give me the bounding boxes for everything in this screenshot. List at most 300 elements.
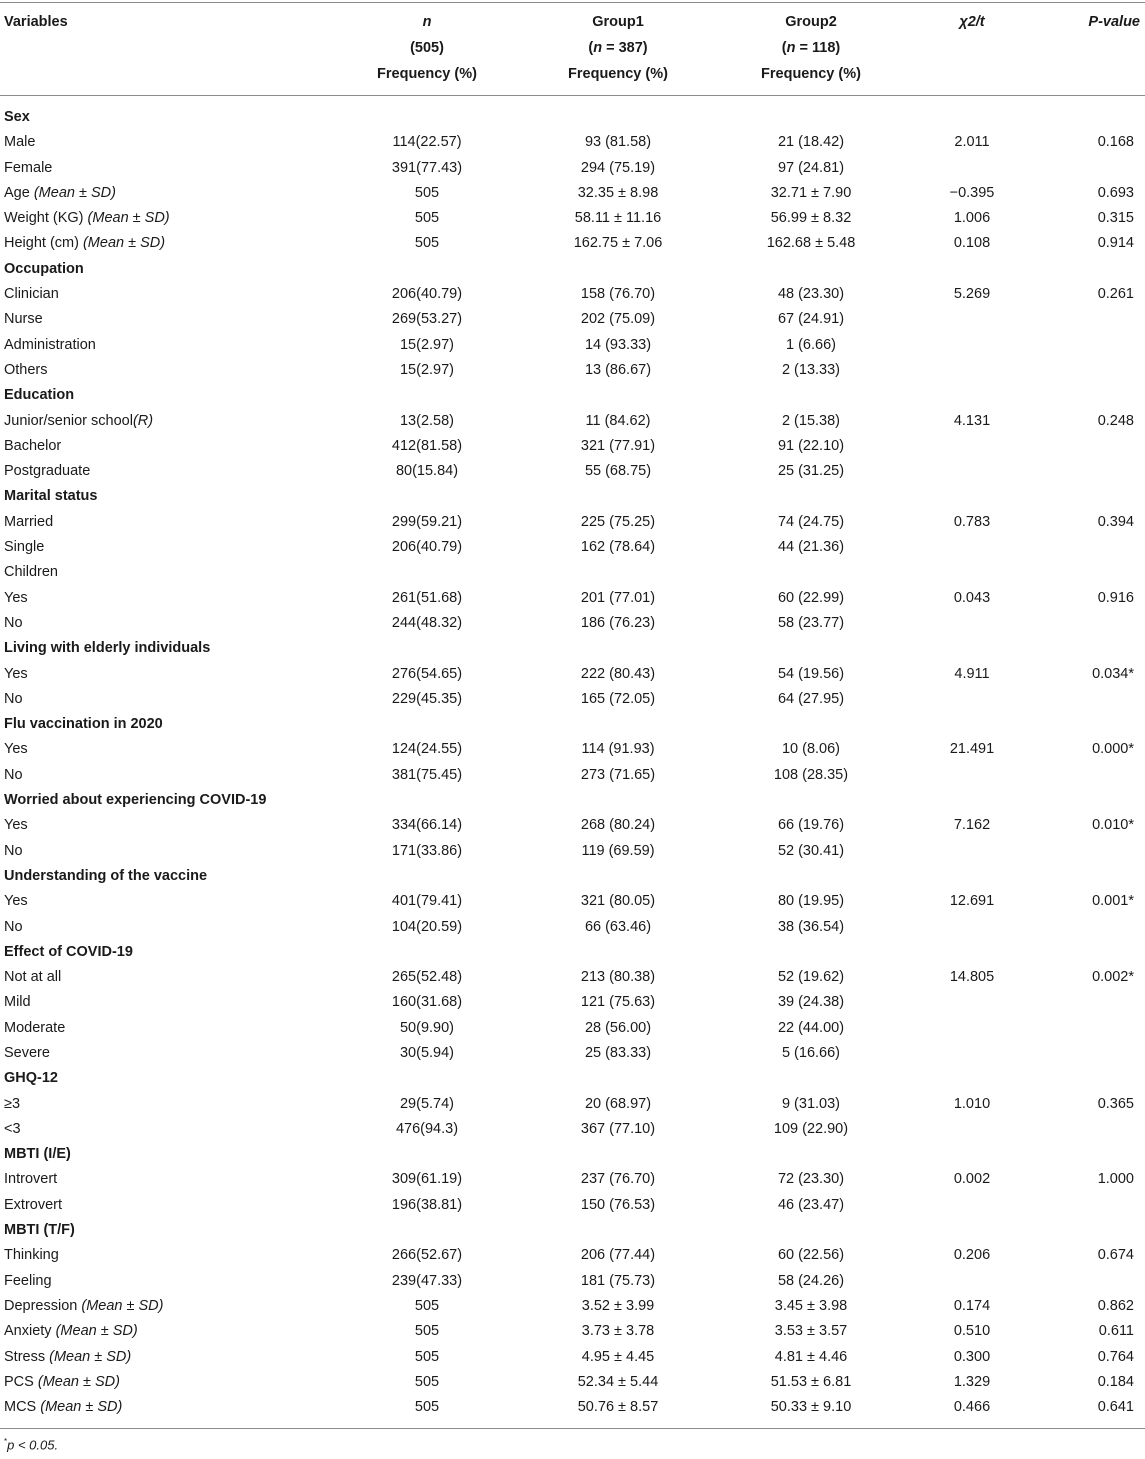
row-label — [4, 1269, 52, 1294]
cell-group1: 119 (69.59) — [581, 842, 655, 859]
row-label — [4, 156, 52, 181]
row-label — [4, 1370, 120, 1395]
table-row — [0, 459, 1145, 484]
row-label — [4, 813, 28, 838]
row-label — [4, 484, 97, 509]
row-label — [4, 231, 165, 256]
row-label — [4, 206, 170, 231]
cell-n: 171(33.86) — [391, 842, 463, 859]
table-row — [0, 156, 1145, 181]
cell-group1: 4.95 ± 4.45 — [581, 1348, 655, 1365]
row-label-text: Yes — [4, 893, 28, 910]
cell-group1: 20 (68.97) — [584, 1095, 652, 1112]
cell-n: 505 — [414, 1373, 440, 1390]
cell-group1: 273 (71.65) — [580, 766, 656, 783]
row-label-qualifier: (Mean ± SD) — [81, 1297, 164, 1314]
row-label-text: Education — [4, 387, 75, 404]
cell-n: 29(5.74) — [399, 1095, 454, 1112]
cell-n: 269(53.27) — [391, 311, 463, 328]
row-label — [4, 409, 153, 434]
row-label — [4, 560, 58, 585]
cell-p-value: 0.641 — [1097, 1399, 1134, 1416]
cell-group2: 46 (23.47) — [777, 1196, 845, 1213]
cell-chi-square: 1.006 — [953, 210, 991, 227]
cell-group2: 44 (21.36) — [777, 539, 845, 556]
cell-group1: 3.52 ± 3.99 — [581, 1297, 655, 1314]
row-label-text: Nurse — [4, 311, 43, 328]
cell-group2: 52 (30.41) — [777, 842, 845, 859]
row-label — [4, 1193, 62, 1218]
cell-group2: 3.53 ± 3.57 — [774, 1323, 848, 1340]
row-label-text: Married — [4, 513, 54, 530]
cell-n: 505 — [414, 1323, 440, 1340]
header-n-symbol: n — [422, 14, 432, 30]
row-label — [4, 1092, 20, 1117]
cell-group2: 72 (23.30) — [777, 1171, 845, 1188]
row-label-text: Feeling — [4, 1272, 52, 1289]
cell-n: 299(59.21) — [391, 513, 463, 530]
cell-p-value: 0.611 — [1098, 1323, 1134, 1340]
table-row — [0, 307, 1145, 332]
row-label-text: Postgraduate — [4, 463, 91, 480]
table-row — [0, 990, 1145, 1015]
cell-group2: 58 (24.26) — [777, 1272, 845, 1289]
row-label-qualifier: (Mean ± SD) — [87, 210, 170, 227]
cell-n: 505 — [414, 1399, 440, 1416]
cell-group2: 109 (22.90) — [773, 1120, 849, 1137]
row-label — [4, 611, 23, 636]
cell-group2: 56.99 ± 8.32 — [770, 210, 852, 227]
table-row — [0, 763, 1145, 788]
table-row — [0, 1243, 1145, 1268]
row-label — [4, 1167, 57, 1192]
table-row — [0, 560, 1145, 585]
cell-p-value: 0.000* — [1092, 741, 1134, 758]
row-label-text: Yes — [4, 665, 28, 682]
row-label-text: Severe — [4, 1044, 50, 1061]
cell-group1: 52.34 ± 5.44 — [577, 1373, 659, 1390]
footnote-text: p < 0.05. — [7, 1437, 59, 1453]
header-group1 — [538, 9, 698, 87]
cell-group1: 25 (83.33) — [584, 1044, 652, 1061]
row-label — [4, 864, 207, 889]
section-header-row — [0, 1066, 1145, 1091]
cell-group1: 58.11 ± 11.16 — [574, 210, 662, 227]
table-row — [0, 1193, 1145, 1218]
row-label-text: Stress — [4, 1348, 46, 1365]
cell-group2: 80 (19.95) — [777, 893, 845, 910]
row-label — [4, 990, 31, 1015]
cell-group2: 64 (27.95) — [777, 690, 845, 707]
table-row — [0, 1269, 1145, 1294]
row-label — [4, 687, 23, 712]
row-label — [4, 636, 210, 661]
cell-p-value: 0.034* — [1092, 665, 1134, 682]
cell-p-value: 0.693 — [1097, 184, 1134, 201]
row-label — [4, 1218, 75, 1243]
cell-p-value: 0.674 — [1097, 1247, 1134, 1264]
row-label — [4, 1066, 58, 1091]
cell-group2: 5 (16.66) — [781, 1044, 841, 1061]
row-label-text: Understanding of the vaccine — [4, 867, 208, 884]
row-label-text: Effect of COVID-19 — [4, 943, 133, 960]
row-label-text: Male — [4, 134, 36, 151]
cell-chi-square: 7.162 — [953, 817, 991, 834]
table-row — [0, 611, 1145, 636]
row-label — [4, 1319, 138, 1344]
row-label-text: Anxiety — [4, 1323, 52, 1340]
section-header-row — [0, 940, 1145, 965]
section-header-row — [0, 636, 1145, 661]
cell-p-value: 1.000 — [1097, 1171, 1134, 1188]
row-label-qualifier: (Mean ± SD) — [82, 235, 166, 252]
cell-group2: 21 (18.42) — [777, 134, 845, 151]
cell-group1: 3.73 ± 3.78 — [581, 1323, 655, 1340]
row-label — [4, 965, 61, 990]
cell-chi-square: 0.002 — [953, 1171, 991, 1188]
table-row — [0, 333, 1145, 358]
cell-group1: 237 (76.70) — [580, 1171, 656, 1188]
row-label-text: Extrovert — [4, 1196, 63, 1213]
cell-n: 476(94.3) — [395, 1120, 459, 1137]
cell-group1: 213 (80.38) — [580, 969, 656, 986]
row-label — [4, 282, 59, 307]
row-label-text: Single — [4, 539, 45, 556]
cell-n: 30(5.94) — [399, 1044, 454, 1061]
row-label-text: ≥3 — [4, 1095, 21, 1112]
row-label — [4, 383, 74, 408]
cell-chi-square: 0.466 — [953, 1399, 991, 1416]
row-label-text: MBTI (T/F) — [4, 1222, 75, 1239]
table-row — [0, 1016, 1145, 1041]
cell-group2: 60 (22.56) — [777, 1247, 845, 1264]
row-label-text: Administration — [4, 336, 96, 353]
cell-chi-square: 2.011 — [954, 134, 990, 151]
cell-p-value: 0.315 — [1097, 210, 1134, 227]
cell-group2: 39 (24.38) — [777, 994, 845, 1011]
section-header-row — [0, 257, 1145, 282]
row-label — [4, 737, 28, 762]
cell-chi-square: 14.805 — [949, 969, 995, 986]
table-row — [0, 1092, 1145, 1117]
row-label — [4, 940, 133, 965]
row-label-text: GHQ-12 — [4, 1070, 58, 1087]
cell-group2: 25 (31.25) — [777, 463, 845, 480]
row-label-text: Moderate — [4, 1019, 66, 1036]
row-label-qualifier: (Mean ± SD) — [33, 184, 116, 201]
cell-group2: 22 (44.00) — [777, 1019, 845, 1036]
table-body — [0, 105, 1145, 1420]
cell-group2: 162.68 ± 5.48 — [766, 235, 856, 252]
cell-group1: 158 (76.70) — [580, 286, 656, 303]
cell-p-value: 0.184 — [1097, 1373, 1134, 1390]
cell-group1: 114 (91.93) — [581, 741, 655, 758]
table-row — [0, 1395, 1145, 1420]
header-chi-square: χ2/t — [959, 14, 985, 30]
cell-group2: 58 (23.77) — [777, 614, 845, 631]
cell-n: 15(2.97) — [399, 361, 454, 378]
header-group2-title: Group2 — [785, 14, 837, 30]
cell-n: 104(20.59) — [391, 918, 463, 935]
cell-group2: 48 (23.30) — [777, 286, 845, 303]
cell-chi-square: 0.174 — [953, 1297, 991, 1314]
row-label — [4, 130, 35, 155]
table-row — [0, 839, 1145, 864]
cell-chi-square: 4.131 — [953, 412, 991, 429]
cell-group1: 50.76 ± 8.57 — [577, 1399, 659, 1416]
row-label-text: Depression — [4, 1297, 78, 1314]
table-row — [0, 1370, 1145, 1395]
cell-group2: 74 (24.75) — [777, 513, 845, 530]
row-label-text: Female — [4, 159, 53, 176]
cell-n: 391(77.43) — [391, 159, 463, 176]
row-label — [4, 307, 43, 332]
row-label — [4, 915, 23, 940]
cell-n: 412(81.58) — [391, 437, 463, 454]
row-label-text: <3 — [4, 1120, 21, 1137]
cell-group1: 268 (80.24) — [580, 817, 656, 834]
cell-group1: 201 (77.01) — [580, 589, 656, 606]
header-group1-count: (n = 387) — [588, 40, 648, 56]
header-variables: Variables — [4, 14, 68, 30]
header-group1-unit: Frequency (%) — [568, 66, 668, 82]
row-label — [4, 788, 266, 813]
row-label-text: Children — [4, 564, 58, 581]
row-label-text: Marital status — [4, 488, 98, 505]
row-label — [4, 1345, 131, 1370]
table-row — [0, 1345, 1145, 1370]
table-row — [0, 1294, 1145, 1319]
cell-group2: 60 (22.99) — [777, 589, 845, 606]
cell-p-value: 0.394 — [1097, 513, 1134, 530]
row-label-text: Worried about experiencing COVID-19 — [4, 792, 267, 809]
cell-n: 505 — [414, 184, 440, 201]
row-label-text: Yes — [4, 741, 28, 758]
cell-group2: 32.71 ± 7.90 — [770, 184, 852, 201]
row-label-text: Age — [4, 184, 30, 201]
cell-chi-square: 21.491 — [949, 741, 995, 758]
row-label-text: Weight (KG) — [4, 210, 84, 227]
cell-n: 261(51.68) — [391, 589, 463, 606]
table-top-rule — [0, 2, 1145, 3]
table-row — [0, 1319, 1145, 1344]
cell-n: 505 — [414, 235, 440, 252]
row-label-qualifier: (Mean ± SD) — [49, 1348, 132, 1365]
row-label — [4, 712, 163, 737]
cell-n: 13(2.58) — [399, 412, 454, 429]
cell-n: 196(38.81) — [391, 1196, 463, 1213]
row-label — [4, 1142, 71, 1167]
cell-group1: 321 (80.05) — [580, 893, 656, 910]
cell-p-value: 0.862 — [1097, 1297, 1134, 1314]
cell-group2: 67 (24.91) — [777, 311, 845, 328]
cell-chi-square: 0.108 — [953, 235, 991, 252]
cell-group2: 50.33 ± 9.10 — [770, 1399, 852, 1416]
table-row — [0, 535, 1145, 560]
cell-group1: 294 (75.19) — [580, 159, 656, 176]
row-label — [4, 510, 53, 535]
cell-n: 244(48.32) — [391, 614, 463, 631]
row-label-text: No — [4, 918, 23, 935]
cell-chi-square: 4.911 — [954, 665, 990, 682]
cell-group1: 14 (93.33) — [584, 336, 652, 353]
table-row — [0, 889, 1145, 914]
row-label-text: PCS — [4, 1373, 34, 1390]
cell-group2: 9 (31.03) — [781, 1095, 841, 1112]
table-bottom-rule — [0, 1428, 1145, 1429]
cell-p-value: 0.001* — [1092, 893, 1134, 910]
row-label-text: Occupation — [4, 260, 84, 277]
row-label — [4, 889, 28, 914]
table-row — [0, 1117, 1145, 1142]
cell-group1: 165 (72.05) — [580, 690, 656, 707]
cell-n: 401(79.41) — [391, 893, 463, 910]
cell-group1: 367 (77.10) — [580, 1120, 656, 1137]
cell-p-value: 0.365 — [1097, 1095, 1134, 1112]
cell-group1: 93 (81.58) — [584, 134, 652, 151]
row-label — [4, 333, 96, 358]
section-header-row — [0, 712, 1145, 737]
row-label-text: No — [4, 842, 23, 859]
row-label-text: Yes — [4, 589, 28, 606]
cell-group2: 66 (19.76) — [777, 817, 845, 834]
row-label — [4, 1243, 59, 1268]
table-row — [0, 510, 1145, 535]
row-label — [4, 662, 28, 687]
table-row — [0, 434, 1145, 459]
cell-group1: 150 (76.53) — [580, 1196, 656, 1213]
cell-group1: 321 (77.91) — [580, 437, 656, 454]
footnote-mark: * — [4, 1437, 8, 1446]
table-row — [0, 1167, 1145, 1192]
cell-p-value: 0.914 — [1097, 235, 1134, 252]
section-header-row — [0, 484, 1145, 509]
cell-group1: 32.35 ± 8.98 — [577, 184, 659, 201]
cell-n: 505 — [414, 1297, 440, 1314]
cell-n: 206(40.79) — [391, 286, 463, 303]
row-label — [4, 257, 84, 282]
row-label — [4, 434, 61, 459]
cell-group2: 4.81 ± 4.46 — [774, 1348, 848, 1365]
row-label — [4, 181, 116, 206]
row-label — [4, 1041, 50, 1066]
header-n-count: (505) — [410, 40, 444, 56]
table-row — [0, 586, 1145, 611]
cell-n: 505 — [414, 1348, 440, 1365]
cell-group2: 51.53 ± 6.81 — [770, 1373, 852, 1390]
table-row — [0, 206, 1145, 231]
section-header-row — [0, 105, 1145, 130]
cell-group1: 222 (80.43) — [580, 665, 656, 682]
cell-group1: 162 (78.64) — [580, 539, 656, 556]
row-label — [4, 1294, 163, 1319]
cell-chi-square: 0.300 — [953, 1348, 991, 1365]
table-row — [0, 687, 1145, 712]
row-label-text: Thinking — [4, 1247, 59, 1264]
table-row — [0, 813, 1145, 838]
header-group2-unit: Frequency (%) — [761, 66, 861, 82]
cell-n: 124(24.55) — [391, 741, 463, 758]
cell-n: 381(75.45) — [391, 766, 463, 783]
row-label — [4, 535, 44, 560]
row-label-text: Height (cm) — [4, 235, 79, 252]
header-group2 — [731, 9, 891, 87]
row-label — [4, 459, 90, 484]
cell-chi-square: 1.010 — [953, 1095, 991, 1112]
cell-n: 239(47.33) — [391, 1272, 463, 1289]
cell-group1: 13 (86.67) — [584, 361, 652, 378]
row-label — [4, 1117, 21, 1142]
row-label-text: No — [4, 614, 23, 631]
table-row — [0, 737, 1145, 762]
row-label-text: Junior/senior school — [4, 412, 133, 429]
row-label-text: Others — [4, 361, 48, 378]
cell-chi-square: 5.269 — [953, 286, 991, 303]
cell-group1: 186 (76.23) — [580, 614, 656, 631]
header-rule — [0, 95, 1145, 96]
cell-group2: 1 (6.66) — [786, 336, 836, 353]
row-label-text: Flu vaccination in 2020 — [4, 716, 163, 733]
table-row — [0, 409, 1145, 434]
cell-group1: 11 (84.62) — [585, 412, 651, 429]
cell-chi-square: 12.691 — [949, 893, 995, 910]
cell-n: 206(40.79) — [391, 539, 463, 556]
cell-chi-square: 1.329 — [953, 1373, 991, 1390]
cell-chi-square: 0.510 — [953, 1323, 991, 1340]
row-label-text: Clinician — [4, 286, 59, 303]
row-label-text: Yes — [4, 817, 28, 834]
section-header-row — [0, 788, 1145, 813]
header-group2-count: (n = 118) — [781, 40, 841, 56]
row-label-text: Sex — [4, 109, 30, 125]
cell-group2: 91 (22.10) — [777, 437, 845, 454]
row-label-qualifier: (Mean ± SD) — [40, 1399, 123, 1416]
table-row — [0, 662, 1145, 687]
section-header-row — [0, 1142, 1145, 1167]
cell-chi-square: 0.206 — [953, 1247, 991, 1264]
cell-group2: 2 (15.38) — [781, 412, 841, 429]
cell-n: 50(9.90) — [399, 1019, 454, 1036]
cell-n: 505 — [414, 210, 440, 227]
cell-group1: 162.75 ± 7.06 — [573, 235, 663, 252]
section-header-row — [0, 1218, 1145, 1243]
row-label — [4, 763, 23, 788]
cell-p-value: 0.261 — [1097, 286, 1134, 303]
cell-chi-square: −0.395 — [949, 184, 995, 201]
cell-n: 15(2.97) — [399, 336, 454, 353]
section-header-row — [0, 383, 1145, 408]
cell-n: 80(15.84) — [395, 463, 459, 480]
cell-group2: 54 (19.56) — [777, 665, 845, 682]
cell-n: 265(52.48) — [391, 969, 463, 986]
cell-p-value: 0.248 — [1097, 412, 1134, 429]
cell-group1: 28 (56.00) — [584, 1019, 652, 1036]
cell-n: 160(31.68) — [391, 994, 463, 1011]
row-label-text: Living with elderly individuals — [4, 640, 211, 657]
row-label-qualifier: (Mean ± SD) — [55, 1323, 138, 1340]
row-label-qualifier: (R) — [132, 412, 154, 429]
cell-group2: 10 (8.06) — [781, 741, 841, 758]
cell-p-value: 0.010* — [1092, 817, 1134, 834]
cell-p-value: 0.916 — [1097, 589, 1134, 606]
cell-group2: 52 (19.62) — [777, 969, 845, 986]
row-label-text: Not at all — [4, 969, 62, 986]
cell-n: 229(45.35) — [391, 690, 463, 707]
table-row — [0, 915, 1145, 940]
section-header-row — [0, 864, 1145, 889]
table-row — [0, 231, 1145, 256]
row-label — [4, 839, 23, 864]
